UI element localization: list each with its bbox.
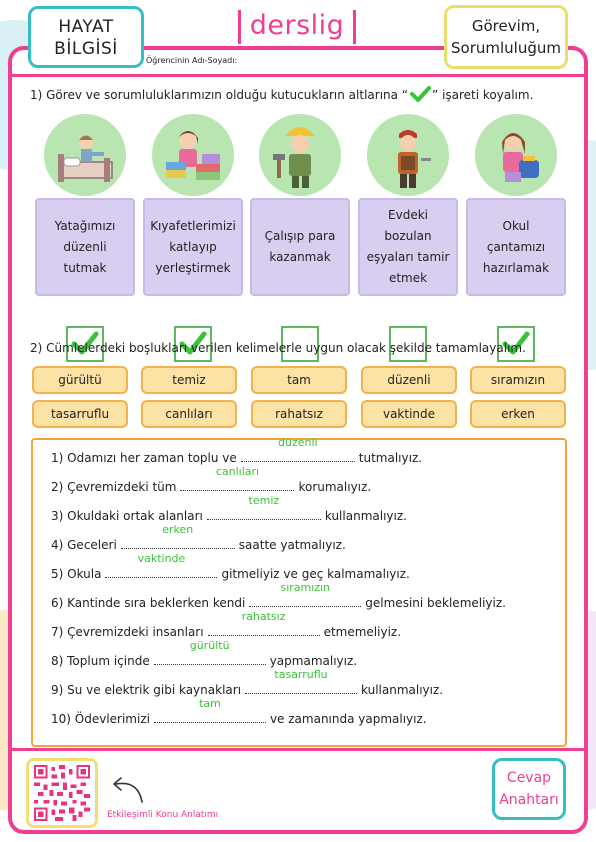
answer-text: gürültü (189, 639, 230, 652)
sentence-text: etmemeliyiz. (323, 625, 402, 639)
sentence-text: korumalıyız. (298, 480, 372, 494)
sentence-text: yapmamalıyız. (269, 654, 358, 668)
task-card (358, 198, 458, 296)
word-chip[interactable]: erken (470, 400, 566, 428)
logo-bar-right (353, 10, 356, 44)
sentence-10 (51, 697, 427, 728)
answer-blank[interactable] (154, 639, 266, 665)
answer-blank[interactable] (245, 668, 357, 694)
repairman-icon (367, 114, 449, 196)
sentence-text: saatte yatmalıyız. (238, 538, 346, 552)
interactive-lesson-link[interactable]: Etkileşimli Konu Anlatımı (107, 810, 219, 820)
question-1-text (30, 86, 533, 102)
answer-blank[interactable] (241, 436, 355, 462)
sentence-text: 9) Su ve elektrik gibi kaynakları (51, 683, 242, 697)
answer-text: düzenli (277, 436, 318, 449)
task-label: Evdeki bozulan eşyaları tamir etmek (366, 208, 450, 285)
word-chip[interactable]: sıramızın (470, 366, 566, 394)
sentence-4 (51, 523, 346, 554)
answer-text: canlıları (215, 465, 260, 478)
logo-bar-left (238, 10, 241, 44)
sentence-9 (51, 668, 444, 699)
sentence-5 (51, 552, 410, 583)
word-chip[interactable]: tam (251, 366, 347, 394)
logo-text: derslig (249, 10, 345, 41)
sentence-3 (51, 494, 407, 525)
task-card (143, 198, 243, 296)
answer-key-button[interactable] (492, 758, 566, 820)
sentence-text: 10) Ödevlerimizi (51, 712, 150, 726)
question-1-before: 1) Görev ve sorumluluklarımızın olduğu kutucukların altlarına “ (30, 88, 409, 102)
topic-title (444, 5, 568, 69)
task-label: Kıyafetlerimizi katlayıp yerleştirmek (150, 218, 236, 275)
word-chip[interactable]: tasarruflu (32, 400, 128, 428)
answer-blank[interactable] (121, 523, 235, 549)
task-card (466, 198, 566, 296)
answer-text: tam (199, 697, 221, 710)
sentence-text: 3) Okuldaki ortak alanları (51, 509, 203, 523)
school-bag-icon (475, 114, 557, 196)
footer-divider (8, 748, 588, 751)
task-card (250, 198, 350, 296)
word-chip[interactable]: temiz (141, 366, 237, 394)
word-chip[interactable]: vaktinde (361, 400, 457, 428)
header-divider (8, 74, 588, 77)
sentence-text: 5) Okula (51, 567, 102, 581)
curved-arrow-icon (104, 774, 148, 808)
answer-blank[interactable] (154, 697, 266, 723)
check-icon (408, 86, 432, 102)
topic-line-1: Görevim, (471, 17, 541, 35)
answer-key-line-2: Anahtarı (499, 792, 559, 808)
task-label: Okul çantamızı hazırlamak (482, 218, 550, 275)
word-chip[interactable]: düzenli (361, 366, 457, 394)
answer-text: rahatsız (241, 610, 286, 623)
qr-code-icon[interactable] (26, 758, 98, 828)
sentence-text: ve zamanında yapmalıyız. (269, 712, 427, 726)
sentence-text: kullanmalıyız. (361, 683, 444, 697)
question-2-text: 2) Cümlelerdeki boşlukları verilen kelimelerle uygun olacak şekilde tamamlayalım. (30, 341, 526, 355)
folding-clothes-icon (152, 114, 234, 196)
answer-blank[interactable] (207, 494, 321, 520)
answer-blank[interactable] (105, 552, 217, 578)
subject-line-2: BİLGİSİ (54, 39, 118, 59)
answer-text: erken (162, 523, 194, 536)
bed-child-icon (44, 114, 126, 196)
answer-blank[interactable] (208, 610, 320, 636)
answer-text: vaktinde (137, 552, 186, 565)
sentence-text: 1) Odamızı her zaman toplu ve (51, 451, 237, 465)
answer-blank[interactable] (249, 581, 361, 607)
sentence-text: 8) Toplum içinde (51, 654, 150, 668)
sentence-2 (51, 465, 372, 496)
sentence-text: 2) Çevremizdeki tüm (51, 480, 177, 494)
sentence-text: kullanmalıyız. (324, 509, 407, 523)
sentence-text: 7) Çevremizdeki insanları (51, 625, 204, 639)
derslig-logo[interactable] (238, 8, 356, 46)
question-1-after: ” işareti koyalım. (432, 88, 534, 102)
sentence-text: gelmesini beklemeliyiz. (365, 596, 506, 610)
subject-title (28, 6, 144, 68)
answer-blank[interactable] (180, 465, 294, 491)
sentence-text: 4) Geceleri (51, 538, 117, 552)
sentence-panel (31, 438, 567, 747)
task-label: Yatağımızı düzenli tutmak (54, 218, 116, 275)
sentence-text: tutmalıyız. (358, 451, 423, 465)
task-label: Çalışıp para kazanmak (264, 229, 336, 264)
answer-text: temiz (248, 494, 280, 507)
word-chip[interactable]: rahatsız (251, 400, 347, 428)
word-chip[interactable]: canlıları (141, 400, 237, 428)
answer-text: tasarruflu (274, 668, 328, 681)
sentence-text: 6) Kantinde sıra beklerken kendi (51, 596, 246, 610)
worker-icon (259, 114, 341, 196)
subject-line-1: HAYAT (58, 17, 114, 37)
sentence-text: gitmeliyiz ve geç kalmamalıyız. (221, 567, 410, 581)
answer-key-line-1: Cevap (506, 770, 552, 786)
task-card (35, 198, 135, 296)
student-name-label: Öğrencinin Adı-Soyadı: (146, 56, 238, 65)
word-chip[interactable]: gürültü (32, 366, 128, 394)
answer-text: sıramızın (280, 581, 331, 594)
topic-line-2: Sorumluluğum (451, 39, 561, 57)
